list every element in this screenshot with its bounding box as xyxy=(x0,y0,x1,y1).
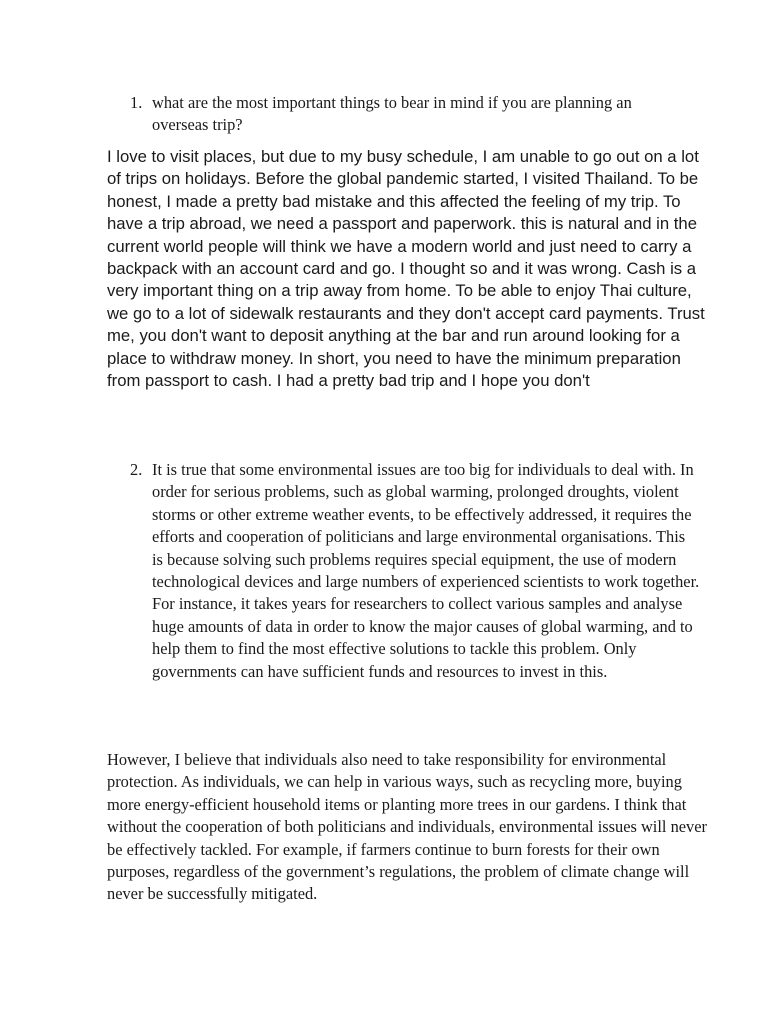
question-2-number: 2. xyxy=(130,460,143,479)
question-2 xyxy=(130,459,700,683)
question-1 xyxy=(130,92,690,137)
question-2-text: It is true that some environmental issues are too big for individuals to deal with. In order for serious problems, such as global warming, prolonged droughts, violent storms or other extreme weather events, to be effectively addressed, it requires the efforts and cooperation of politicians and large environmental organisations. This is because solving such problems requires special equipment, the use of modern technological devices and large numbers of experienced scientists to work together. For instance, it takes years for researchers to collect various samples and analyse huge amounts of data in order to know the major causes of global warming, and to help them to find the most effective solutions to tackle this problem. Only governments can have sufficient funds and resources to invest in this. xyxy=(152,460,700,681)
question-1-number: 1. xyxy=(130,93,143,112)
answer-1-paragraph: I love to visit places, but due to my busy schedule, I am unable to go out on a lot of trips on holidays. Before the global pandemic started, I visited Thailand. To be honest, I made a pretty bad mistake and this affected the feeling of my trip. To have a trip abroad, we need a passport and paperwork. this is natural and in the current world people will think we have a modern world and just need to carry a backpack with an account card and go. I thought so and it was wrong. Cash is a very important thing on a trip away from home. To be able to enjoy Thai culture, we go to a lot of sidewalk restaurants and they don't accept card payments. Trust me, you don't want to deposit anything at the bar and run around looking for a place to withdraw money. In short, you need to have the minimum preparation from passport to cash. I had a pretty bad trip and I hope you don't xyxy=(107,147,705,391)
answer-2-paragraph: However, I believe that individuals also need to take responsibility for environmental protection. As individuals, we can help in various ways, such as recycling more, buying more energy-efficient household items or planting more trees in our gardens. I think that without the cooperation of both politicians and individuals, environmental issues will never be effectively tackled. For example, if farmers continue to burn forests for their own purposes, regardless of the government’s regulations, the problem of climate change will never be successfully mitigated. xyxy=(107,750,707,904)
question-1-text: what are the most important things to bear in mind if you are planning an overseas trip? xyxy=(152,93,632,135)
